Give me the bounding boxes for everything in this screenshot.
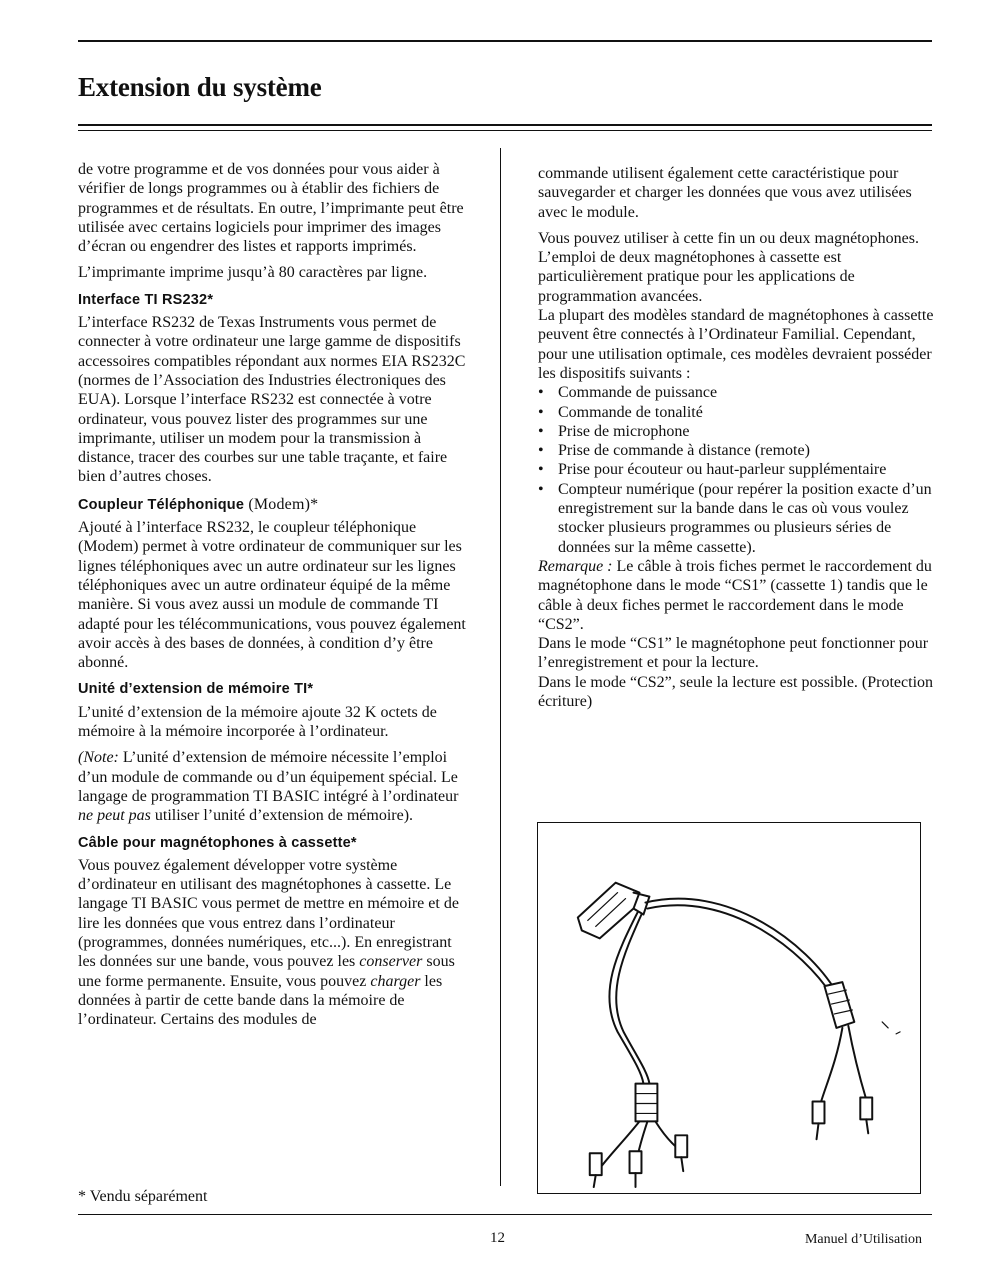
text-run: les données à partir de cette bande dans la mémoire de l’ordinateur. Certains des modules de [78,972,443,1029]
page-title: Extension du système [78,72,322,102]
note-text: L’unité d’extension de mémoire nécessite l’emploi d’un module de commande ou d’un équipement spécial. Le langage de programmation TI BASIC intégré à l’ordinateur [78,749,459,805]
text-run: Vous pouvez également développer votre système d’ordinateur en utilisant des magnétophones à cassette. Le langage TI BASIC vous permet de mettre en mémoire et de lire les données que vous entrez dans l’ordinateur (programmes, données numériques, etc...). En enregistrant les données sur une bande, vous pouvez les [78,856,459,971]
right-column [538,164,934,711]
manual-name: Manuel d’Utilisation [804,1232,922,1247]
top-rule [78,40,932,42]
heading-text: Coupleur Téléphonique [78,496,245,513]
footer-rule [78,1214,932,1215]
figure-frame [537,822,921,1194]
note-paragraph [78,748,470,825]
paragraph: L’imprimante imprime jusqu’à 80 caractères par ligne. [78,264,428,282]
paragraph: Dans le mode “CS2”, seule la lecture est possible. (Protection écriture) [538,673,934,711]
list-item: • Commande de tonalité [538,403,934,422]
column-divider [500,148,501,1186]
note-label: (Note: [78,749,119,767]
feature-list [538,383,934,557]
note-text: utiliser l’unité d’extension de mémoire). [150,807,414,825]
paragraph: de votre programme et de vos données pour vous aider à vérifier de longs programmes ou à établir des fichiers de programmes et de résultats. En outre, l’imprimante peut être utilisée avec certains logiciels pour imprimer des images d’écran ou engendrer des listes et rapports imprimés. [78,161,464,256]
text-run: sous une forme permanente. Ensuite, vous pouvez [78,953,455,990]
left-column [78,160,470,1029]
header-rule-thick [78,124,932,126]
footnote: * Vendu séparément [78,1188,208,1205]
list-item: • Compteur numérique (pour repérer la position exacte d’un enregistrement sur la bande dans le cas où vous voulez stocker plusieurs programmes ou plusieurs séries de données sur la même cassette). [538,480,934,557]
note-emphasis: ne peut pas [78,807,151,825]
heading-suffix: (Modem)* [244,495,319,513]
paragraph: La plupart des modèles standard de magnétophones à cassette peuvent être connectés à l’Ordinateur Familial. Cependant, pour une utilisation optimale, ces modèles devraient posséder les dispositifs suivants : [538,307,934,382]
remark-paragraph [538,557,934,634]
section-heading-memory: Unité d’extension de mémoire TI* [78,681,314,698]
list-item: • Prise de commande à distance (remote) [538,441,934,460]
remark-label: Remarque : [538,557,613,575]
cassette-cable-illustration [538,823,920,1193]
section-heading-cable: Câble pour magnétophones à cassette* [78,834,357,851]
paragraph: commande utilisent également cette caractéristique pour sauvegarder et charger les données que vous avez utilisées avec le module. [538,165,912,221]
paragraph [78,856,470,1030]
paragraph: Ajouté à l’interface RS232, le coupleur téléphonique (Modem) permet à votre ordinateur de communiquer sur les lignes téléphoniques avec un autre ordinateur sur les lignes téléphoniques avec un autre ordinateur équipé de la même manière. Si vous avez aussi un module de commande TI adapté pour les télécommunications, vous pouvez également avoir accès à des bases de données, à condition d’y être abonné. [78,519,466,672]
remark-text: Le câble à trois fiches permet le raccordement du magnétophone dans le mode “CS1” (cassette 1) tandis que le câble à deux fiches permet le raccordement dans le mode “CS2”. [538,557,932,633]
section-heading-modem [78,495,470,515]
paragraph: Dans le mode “CS1” le magnétophone peut fonctionner pour l’enregistrement et pour la lecture. [538,635,929,672]
page-number: 12 [490,1230,505,1246]
paragraph: Vous pouvez utiliser à cette fin un ou deux magnétophones. L’emploi de deux magnétophones à cassette est particulièrement pratique pour les applications de programmation avancées. [538,229,919,305]
header-rule-thin [78,130,932,131]
list-item: • Commande de puissance [538,383,934,402]
list-item: • Prise de microphone [538,422,934,441]
paragraph: L’interface RS232 de Texas Instruments vous permet de connecter à votre ordinateur une large gamme de dispositifs accessoires compatibles répondant aux normes EIA RS232C (normes de l’Association des Industries électroniques des EUA). Lorsque l’interface RS232 est connectée à votre ordinateur, vous pouvez lister des programmes sur une imprimante, utiliser un modem pour la transmission à distance, tracer des courbes sur une table traçante, et faire bien d’autres choses. [78,314,466,486]
emphasis: charger [370,972,421,990]
section-heading-rs232: Interface TI RS232* [78,291,214,308]
emphasis: conserver [359,953,423,971]
list-item: • Prise pour écouteur ou haut-parleur supplémentaire [538,460,934,479]
paragraph: L’unité d’extension de la mémoire ajoute 32 K octets de mémoire à la mémoire incorporée à l’ordinateur. [78,703,437,741]
